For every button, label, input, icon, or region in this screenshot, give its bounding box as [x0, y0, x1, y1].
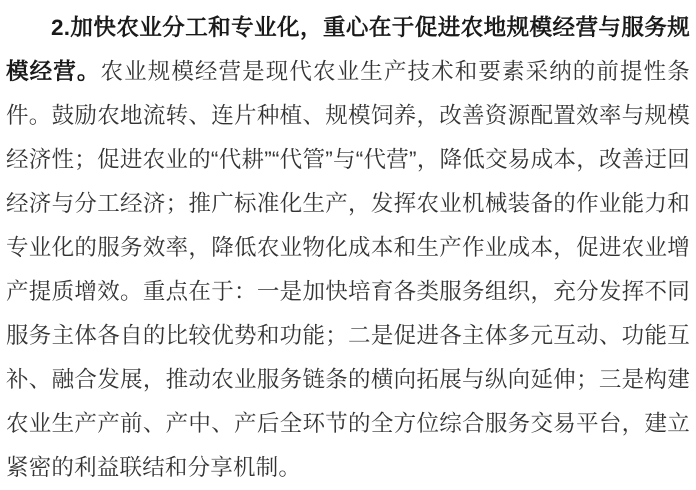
- paragraph: [6, 6, 690, 490]
- paragraph-body: 农业规模经营是现代农业生产技术和要素采纳的前提性条件。鼓励农地流转、连片种植、规模饲养，改善资源配置效率与规模经济性；促进农业的“代耕”“代管”与“代营”，降低交易成本，改善迂回经济与分工经济；推广标准化生产，发挥农业机械装备的作业能力和专业化的服务效率，降低农业物化成本和生产作业成本，促进农业增产提质增效。重点在于：一是加快培育各类服务组织，充分发挥不同服务主体各自的比较优势和功能；二是促进各主体多元互动、功能互补、融合发展，推动农业服务链条的横向拓展与纵向延伸；三是构建农业生产产前、产中、产后全环节的全方位综合服务交易平台，建立紧密的利益联结和分享机制。: [6, 59, 690, 480]
- paragraph-lead-bold: 2.加快农业分工和专业化，重心在于促进农地规模经营与服务规模经营。: [6, 15, 690, 84]
